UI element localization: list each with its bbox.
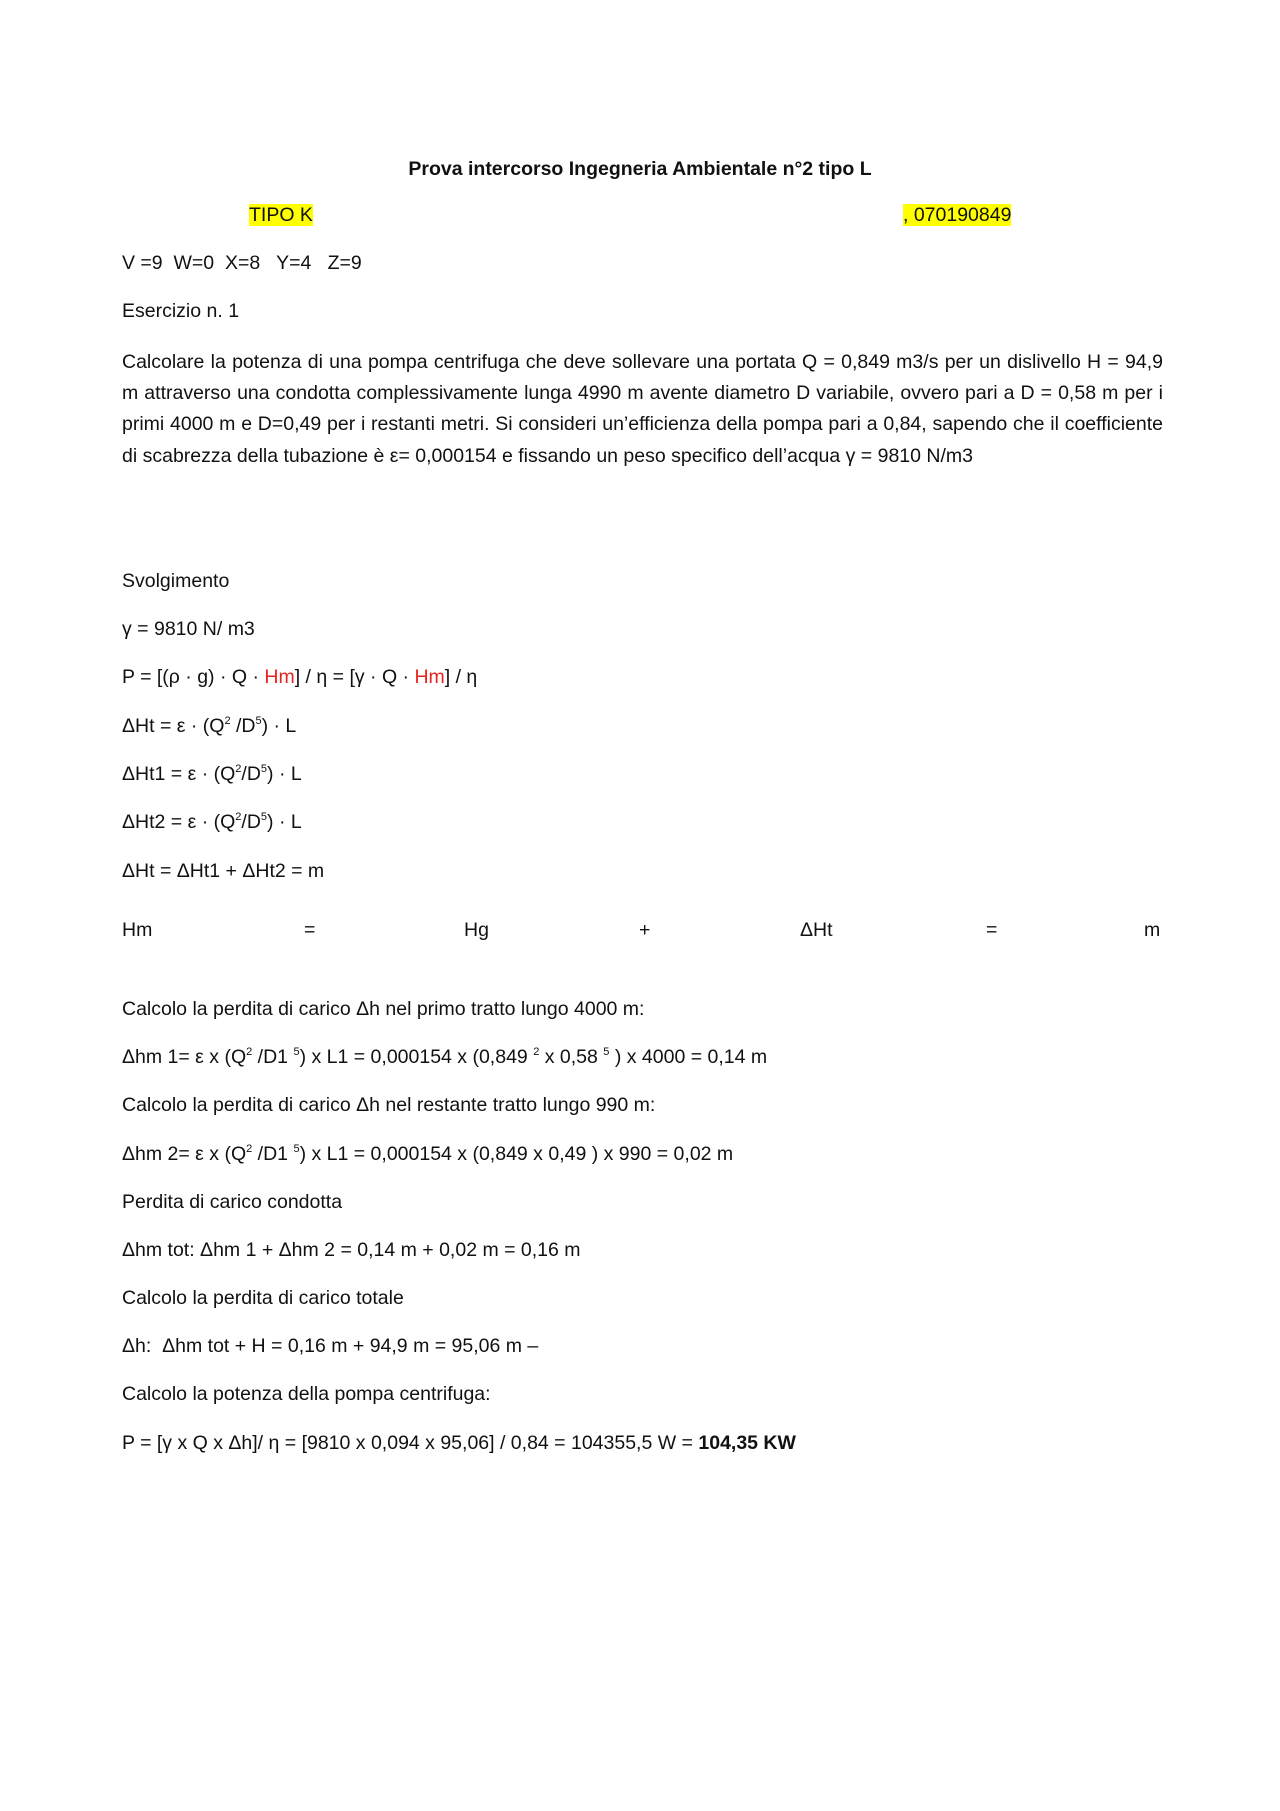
variables-line: V =9 W=0 X=8 Y=4 Z=9 (122, 252, 362, 274)
hm-operator: + (639, 919, 651, 941)
hm-operator: = (304, 919, 316, 941)
exponent: 5 (260, 762, 268, 775)
solution-label: Svolgimento (122, 570, 230, 592)
student-id (903, 203, 1011, 227)
power-result: 104,35 KW (698, 1432, 796, 1454)
hm-red-text: Hm (264, 666, 295, 688)
student-id-highlight: , 070190849 (903, 204, 1012, 226)
calc2-formula (122, 1142, 733, 1166)
exponent: 2 (533, 1045, 540, 1058)
exponent: 5 (260, 810, 268, 823)
calc1-label: Calcolo la perdita di carico Δh nel primo tratto lungo 4000 m: (122, 998, 645, 1020)
power-calc (122, 1431, 796, 1455)
exponent: 2 (246, 1045, 253, 1058)
problem-statement: Calcolare la potenza di una pompa centrifuga che deve sollevare una portata Q = 0,849 m3/s per un dislivello H = 94,9 m attraverso una condotta complessivamente lunga 4990 m avente diametro D variabile, ovvero pari a D = 0,58 m per i primi 4000 m e D=0,49 per i restanti metri. Si consideri un’efficienza della pompa pari a 0,84, sapendo che il coefficiente di scabrezza della tubazione è ε= 0,000154 e fissando un peso specifico dell’acqua γ = 9810 N/m3 (122, 351, 1163, 467)
loss-label: Perdita di carico condotta (122, 1191, 343, 1213)
exponent: 2 (235, 762, 242, 775)
formula-part: ) · L (261, 715, 297, 737)
exercise-label: Esercizio n. 1 (122, 300, 240, 322)
document-title: Prova intercorso Ingegneria Ambientale n°2 tipo L (408, 158, 872, 180)
power-calc-text: P = [γ x Q x Δh]/ η = [9810 x 0,094 x 95,06] / 0,84 = 104355,5 W = (122, 1432, 699, 1454)
calc2-label: Calcolo la perdita di carico Δh nel restante tratto lungo 990 m: (122, 1094, 656, 1116)
formula-part: ) x L1 = 0,000154 x (0,849 x 0,49 ) x 990 = 0,02 m (299, 1143, 734, 1165)
dht2-formula (122, 810, 302, 834)
formula-part: /D (241, 763, 261, 785)
formula-part: ΔHt = ε · (Q (122, 715, 225, 737)
dht-formula (122, 714, 296, 738)
hm-term: m (1144, 919, 1161, 941)
exponent: 5 (603, 1045, 610, 1058)
calc1-formula (122, 1045, 767, 1069)
formula-part: Δhm 1= ε x (Q (122, 1046, 247, 1068)
exponent: 5 (255, 714, 262, 727)
gamma-line: γ = 9810 N/ m3 (122, 618, 255, 640)
formula-part: /D1 (252, 1143, 294, 1165)
formula-part: ) · L (267, 811, 302, 833)
formula-part: ΔHt1 = ε · (Q (122, 763, 236, 785)
formula-part: ) x 4000 = 0,14 m (609, 1046, 768, 1068)
total-calc: Δh: Δhm tot + H = 0,16 m + 94,9 m = 95,06 m – (122, 1335, 539, 1357)
total-label: Calcolo la perdita di carico totale (122, 1287, 404, 1309)
exponent: 5 (293, 1142, 300, 1155)
power-formula-part: P = [(ρ · g) · Q · (122, 666, 265, 688)
formula-part: ΔHt2 = ε · (Q (122, 811, 236, 833)
power-label: Calcolo la potenza della pompa centrifuga: (122, 1383, 491, 1405)
formula-part: ) x L1 = 0,000154 x (0,849 (299, 1046, 534, 1068)
hm-operator: = (986, 919, 998, 941)
formula-part: ) · L (267, 763, 302, 785)
hm-term: ΔHt (800, 919, 833, 941)
formula-part: Δhm 2= ε x (Q (122, 1143, 247, 1165)
power-formula-part: ] / η = [γ · Q · (294, 666, 415, 688)
hm-term: Hm (122, 919, 153, 941)
tipo-label (249, 203, 313, 227)
power-formula-part: ] / η (444, 666, 478, 688)
formula-part: /D1 (252, 1046, 294, 1068)
power-formula (122, 665, 477, 689)
dht1-formula (122, 762, 302, 786)
exponent: 2 (224, 714, 231, 727)
exponent: 2 (246, 1142, 253, 1155)
formula-part: /D (241, 811, 261, 833)
formula-part: /D (230, 715, 256, 737)
hm-term: Hg (464, 919, 489, 941)
loss-total: Δhm tot: Δhm 1 + Δhm 2 = 0,14 m + 0,02 m = 0,16 m (122, 1239, 581, 1261)
exponent: 5 (293, 1045, 300, 1058)
tipo-highlight: TIPO K (249, 204, 313, 226)
formula-part: x 0,58 (539, 1046, 604, 1068)
hm-red-text: Hm (414, 666, 445, 688)
exponent: 2 (235, 810, 242, 823)
sum-formula: ΔHt = ΔHt1 + ΔHt2 = m (122, 860, 325, 882)
